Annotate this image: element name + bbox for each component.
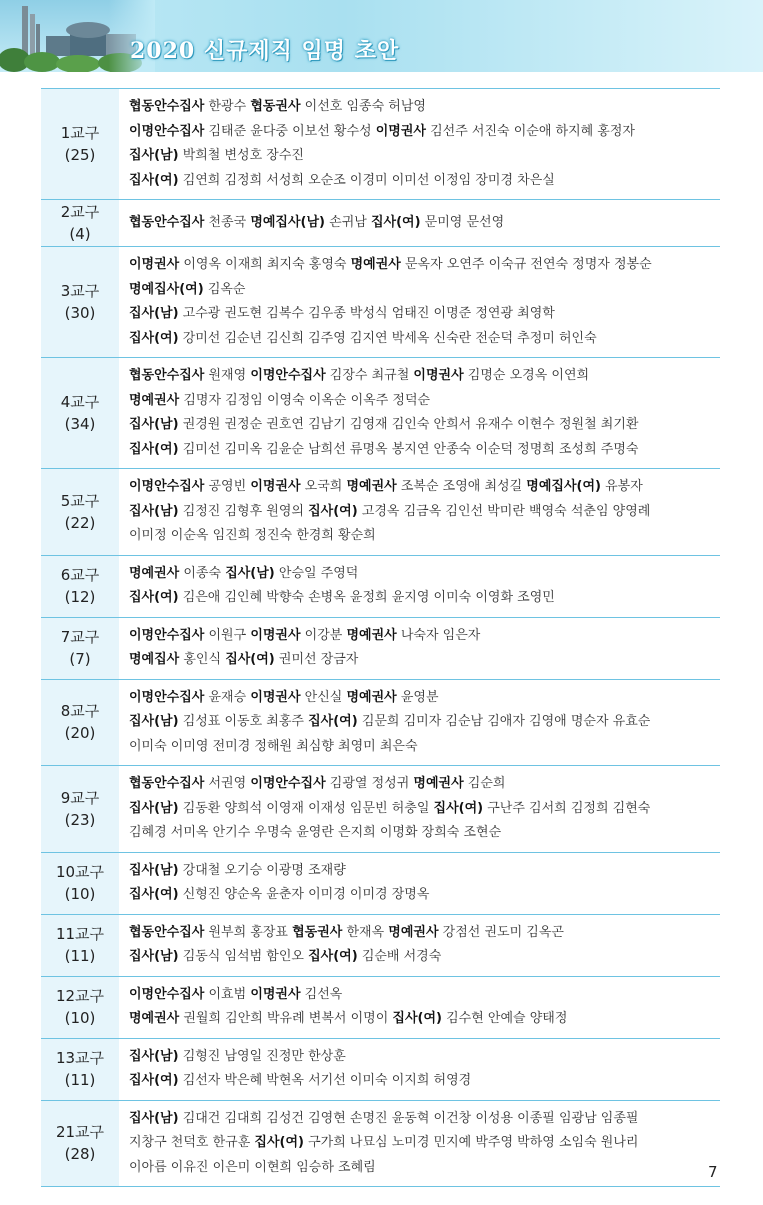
appointee-cell	[119, 89, 720, 200]
district-cell	[41, 469, 119, 556]
appointee-line	[129, 413, 720, 438]
appointee-names: 구가희 나묘심 노미경 민지예 박주영 박하영 소임숙 원나리	[303, 1135, 639, 1150]
position-title: 집사(남)	[129, 1048, 179, 1064]
appointee-line	[129, 253, 720, 278]
position-title: 명예권사	[346, 689, 397, 705]
appointee-names: 이미정 이순옥 임진희 정진숙 한경희 황순희	[129, 528, 376, 543]
position-title: 명예권사	[346, 479, 397, 494]
position-title: 집사(여)	[433, 800, 484, 816]
position-title: 집사(남)	[129, 862, 179, 878]
position-title: 집사(남)	[129, 417, 179, 432]
appointee-line	[129, 859, 720, 884]
position-title: 집사(남)	[129, 949, 179, 964]
district-row	[41, 200, 720, 247]
position-title: 집사(여)	[370, 214, 421, 230]
district-cell	[41, 1100, 119, 1187]
district-name: 10교구	[55, 863, 105, 881]
appointee-names: 구난주 김서희 김정희 김현숙	[483, 800, 651, 816]
position-title: 이명안수집사	[129, 123, 205, 139]
district-name: 7교구	[60, 628, 100, 646]
position-title: 집사(여)	[129, 330, 179, 346]
district-row	[41, 247, 720, 358]
appointee-names: 안승일 주영덕	[274, 565, 359, 581]
page-number: 7	[708, 1163, 718, 1181]
district-name: 12교구	[55, 987, 105, 1005]
district-count: (10)	[64, 1009, 96, 1027]
position-title: 이명안수집사	[129, 627, 205, 643]
position-title: 명예집사(남)	[250, 214, 325, 230]
appointee-line	[129, 169, 720, 194]
appointee-cell	[119, 1100, 720, 1187]
position-title: 집사(여)	[129, 441, 179, 457]
appointee-line	[129, 772, 720, 797]
appointee-names: 오국희	[300, 479, 347, 494]
district-row	[41, 89, 720, 200]
position-title: 집사(여)	[129, 1073, 179, 1088]
appointee-names: 김형진 남영일 진정만 한상훈	[178, 1048, 346, 1064]
appointee-line	[129, 821, 720, 846]
appointee-names: 문옥자 오연주 이숙규 전연숙 정명자 정봉순	[400, 257, 652, 272]
district-cell	[41, 914, 119, 976]
district-row	[41, 555, 720, 617]
position-title: 이명권사	[250, 986, 301, 1002]
district-cell	[41, 766, 119, 853]
district-name: 1교구	[60, 124, 100, 142]
position-title: 이명안수집사	[129, 479, 205, 494]
appointee-names: 김선주 서진숙 이순애 하지혜 홍정자	[425, 123, 635, 139]
appointee-line	[129, 945, 720, 970]
district-count: (12)	[64, 588, 96, 606]
district-cell	[41, 555, 119, 617]
appointee-line	[129, 1107, 720, 1132]
position-title: 명예집사(여)	[526, 479, 601, 494]
appointee-cell	[119, 1038, 720, 1100]
appointee-line	[129, 562, 720, 587]
district-cell	[41, 617, 119, 679]
district-row	[41, 852, 720, 914]
appointee-cell	[119, 914, 720, 976]
appointee-names: 박희철 변성호 장수진	[178, 148, 304, 163]
district-row	[41, 679, 720, 766]
district-name: 21교구	[55, 1123, 105, 1142]
district-count: (28)	[64, 1145, 96, 1164]
district-name: 13교구	[55, 1049, 105, 1067]
appointee-line	[129, 1045, 720, 1070]
appointee-cell	[119, 976, 720, 1038]
appointee-names: 윤재승	[204, 689, 251, 705]
district-cell	[41, 200, 119, 247]
district-name: 6교구	[60, 566, 100, 584]
position-title: 명예권사	[350, 257, 401, 272]
position-title: 명예권사	[346, 627, 397, 643]
position-title: 집사(남)	[129, 306, 179, 321]
district-count: (11)	[64, 1071, 96, 1089]
appointee-line	[129, 1069, 720, 1094]
position-title: 이명안수집사	[250, 776, 326, 791]
appointee-names: 김정진 김형후 원영의	[178, 503, 309, 519]
appointee-names: 김대건 김대희 김성건 김영현 손명진 윤동혁 이건창 이성용 이종필 임광남 임종필	[178, 1110, 639, 1126]
position-title: 명예집사	[129, 652, 180, 667]
position-title: 이명안수집사	[129, 689, 205, 705]
district-cell	[41, 89, 119, 200]
appointee-line	[129, 389, 720, 414]
appointee-names: 강미선 김순년 김신희 김주영 김지연 박세옥 신숙란 전순덕 추정미 허인숙	[178, 330, 597, 346]
district-cell	[41, 976, 119, 1038]
position-title: 집사(여)	[308, 949, 358, 964]
appointee-names: 고경옥 김금옥 김인선 박미란 백영숙 석춘임 양영례	[357, 503, 651, 519]
appointee-names: 신형진 양순옥 윤춘자 이미경 이미경 장명옥	[178, 887, 430, 902]
appointee-names: 김명순 오경옥 이연희	[463, 368, 590, 383]
appointee-line	[129, 624, 720, 649]
position-title: 협동안수집사	[129, 214, 205, 230]
position-title: 이명권사	[375, 123, 426, 139]
position-title: 이명권사	[413, 368, 464, 383]
appointee-names: 이영옥 이재희 최지숙 홍영숙	[179, 257, 351, 272]
appointee-cell	[119, 852, 720, 914]
district-count: (7)	[69, 650, 91, 668]
district-row	[41, 469, 720, 556]
appointee-names: 김연희 김정희 서성희 오순조 이경미 이미선 이정임 장미경 차은실	[178, 172, 555, 188]
appointee-line	[129, 797, 720, 822]
district-row	[41, 1038, 720, 1100]
appointee-names: 김미선 김미옥 김윤순 남희선 류명옥 봉지연 안종숙 이순덕 정명희 조성희 주명숙	[178, 441, 639, 457]
position-title: 집사(남)	[129, 800, 179, 816]
appointee-line	[129, 883, 720, 908]
appointee-line	[129, 144, 720, 169]
district-cell	[41, 358, 119, 469]
position-title: 이명권사	[250, 627, 301, 643]
position-title: 집사(여)	[129, 590, 179, 605]
district-count: (11)	[64, 947, 96, 965]
appointee-names: 문미영 문선영	[420, 214, 505, 230]
district-cell	[41, 1038, 119, 1100]
appointee-line	[129, 438, 720, 463]
position-title: 집사(여)	[308, 503, 358, 519]
position-title: 집사(남)	[225, 565, 275, 581]
district-name: 2교구	[60, 203, 100, 221]
appointee-cell	[119, 247, 720, 358]
district-row	[41, 976, 720, 1038]
position-title: 집사(여)	[225, 652, 275, 667]
position-title: 집사(남)	[129, 714, 179, 729]
district-row	[41, 358, 720, 469]
district-row	[41, 766, 720, 853]
district-name: 5교구	[60, 491, 100, 510]
appointee-names: 고수광 권도현 김복수 김우종 박성식 엄태진 이명준 정연광 최영학	[178, 306, 555, 321]
appointee-names: 김장수 최규철	[325, 368, 414, 383]
district-name: 3교구	[60, 282, 100, 300]
district-count: (25)	[64, 146, 96, 164]
position-title: 명예권사	[413, 776, 464, 791]
position-title: 집사(여)	[392, 1011, 442, 1026]
appointee-names: 김혜경 서미옥 안기수 우명숙 윤영란 은지희 이명화 장희숙 조현순	[129, 825, 502, 840]
position-title: 집사(여)	[308, 714, 358, 729]
position-title: 협동권사	[292, 924, 343, 940]
appointee-names: 안신실	[300, 689, 347, 705]
appointee-names: 김수현 안예슬 양태정	[441, 1011, 568, 1026]
appointee-line	[129, 648, 720, 673]
position-title: 집사(남)	[129, 503, 179, 519]
position-title: 이명권사	[129, 257, 180, 272]
appointee-line	[129, 1007, 720, 1032]
appointee-line	[129, 120, 720, 145]
district-count: (30)	[64, 304, 96, 322]
district-count: (22)	[64, 513, 96, 532]
district-row	[41, 1100, 720, 1187]
appointee-names: 유봉자	[600, 479, 643, 494]
appointee-names: 김동식 임석범 함인오	[178, 949, 309, 964]
appointee-names: 이선호 임종숙 허남영	[300, 99, 426, 114]
appointee-names: 권경원 권정순 권호연 김남기 김영재 김인숙 안희서 유재수 이현수 정원철 최기환	[178, 417, 639, 432]
appointee-names: 이아름 이유진 이은미 이현희 임승하 조혜림	[129, 1159, 376, 1175]
appointee-cell	[119, 358, 720, 469]
district-count: (23)	[64, 810, 96, 829]
appointee-line	[129, 211, 720, 236]
position-title: 명예권사	[129, 565, 180, 581]
appointee-line	[129, 95, 720, 120]
appointee-names: 나숙자 임은자	[396, 627, 481, 643]
position-title: 협동안수집사	[129, 368, 205, 383]
appointee-cell	[119, 617, 720, 679]
position-title: 명예권사	[129, 392, 180, 408]
appointee-line	[129, 586, 720, 611]
district-cell	[41, 247, 119, 358]
appointee-names: 김은애 김인혜 박향숙 손병옥 윤정희 윤지영 이미숙 이영화 조영민	[178, 590, 555, 605]
appointee-names: 김문희 김미자 김순남 김애자 김영애 명순자 유효순	[357, 714, 651, 729]
appointee-names: 원재영	[204, 368, 251, 383]
header-banner	[0, 0, 763, 72]
appointee-line	[129, 1131, 720, 1156]
appointee-line	[129, 364, 720, 389]
appointee-names: 김성표 이동호 최홍주	[178, 714, 309, 729]
position-title: 협동권사	[250, 99, 301, 114]
position-title: 집사(여)	[254, 1135, 304, 1150]
appointee-line	[129, 735, 720, 760]
appointee-names: 지창구 천덕호 한규훈	[129, 1135, 255, 1150]
district-cell	[41, 679, 119, 766]
appointee-names: 서권영	[204, 776, 251, 791]
district-count: (20)	[64, 724, 96, 743]
appointee-names: 강점선 권도미 김옥곤	[438, 924, 564, 940]
district-name: 8교구	[60, 702, 100, 721]
appointee-line	[129, 302, 720, 327]
appointee-cell	[119, 200, 720, 247]
appointee-cell	[119, 679, 720, 766]
position-title: 집사(남)	[129, 148, 179, 163]
appointee-names: 홍인식	[179, 652, 226, 667]
district-name: 9교구	[60, 788, 100, 807]
appointee-names: 한재옥	[342, 924, 389, 940]
position-title: 명예권사	[388, 924, 439, 940]
position-title: 집사(여)	[129, 887, 179, 902]
appointee-line	[129, 524, 720, 549]
position-title: 협동안수집사	[129, 924, 205, 940]
appointee-names: 공영빈	[204, 479, 251, 494]
position-title: 협동안수집사	[129, 99, 205, 114]
position-title: 이명권사	[250, 689, 301, 705]
appointee-names: 이강분	[300, 627, 347, 643]
position-title: 집사(여)	[129, 172, 179, 188]
appointee-line	[129, 983, 720, 1008]
appointee-cell	[119, 469, 720, 556]
appointee-line	[129, 500, 720, 525]
appointee-line	[129, 475, 720, 500]
appointee-names: 김명자 김정임 이영숙 이옥순 이옥주 정덕순	[179, 392, 431, 408]
position-title: 협동안수집사	[129, 776, 205, 791]
position-title: 명예권사	[129, 1011, 180, 1026]
appointee-names: 윤영분	[396, 689, 439, 705]
position-title: 명예집사(여)	[129, 281, 204, 297]
appointee-names: 이효범	[204, 986, 251, 1002]
appointee-names: 김순희	[463, 776, 506, 791]
appointee-line	[129, 327, 720, 352]
appointee-line	[129, 278, 720, 303]
appointee-names: 김선자 박은혜 박현옥 서기선 이미숙 이지희 허영경	[178, 1073, 472, 1088]
appointee-names: 한광수	[204, 99, 251, 114]
appointee-names: 김동환 양희석 이영재 이재성 임문빈 허충일	[178, 800, 434, 816]
appointee-cell	[119, 555, 720, 617]
position-title: 이명안수집사	[250, 368, 326, 383]
position-title: 집사(남)	[129, 1110, 179, 1126]
appointee-cell	[119, 766, 720, 853]
appointee-names: 이미숙 이미영 전미경 정해원 최심향 최영미 최은숙	[129, 738, 418, 754]
appointment-table	[41, 88, 720, 1187]
appointee-line	[129, 1156, 720, 1181]
appointee-names: 이종숙	[179, 565, 226, 581]
district-count: (4)	[69, 225, 91, 243]
appointee-names: 권월희 김안희 박유례 변복서 이명이	[179, 1011, 393, 1026]
page-title: 2020 신규제직 임명 초안	[130, 38, 400, 64]
appointee-line	[129, 686, 720, 711]
appointee-names: 이원구	[204, 627, 251, 643]
appointee-names: 강대철 오기승 이광명 조재량	[178, 862, 346, 878]
district-cell	[41, 852, 119, 914]
appointee-names: 김광열 정성귀	[325, 776, 414, 791]
district-count: (10)	[64, 885, 96, 903]
appointee-names: 김선옥	[300, 986, 343, 1002]
appointment-table-wrap	[41, 88, 720, 1187]
appointee-names: 김순배 서경숙	[357, 949, 442, 964]
appointee-names: 조복순 조영애 최성길	[396, 479, 527, 494]
appointee-names: 천종국	[204, 214, 251, 230]
appointee-names: 권미선 장금자	[274, 652, 359, 667]
appointee-names: 손귀남	[325, 214, 371, 230]
position-title: 이명안수집사	[129, 986, 205, 1002]
position-title: 이명권사	[250, 479, 301, 494]
district-row	[41, 914, 720, 976]
appointee-names: 원부희 홍장표	[204, 924, 293, 940]
appointee-line	[129, 710, 720, 735]
appointee-names: 김옥순	[203, 281, 246, 297]
district-name: 4교구	[60, 393, 100, 411]
appointee-line	[129, 921, 720, 946]
district-row	[41, 617, 720, 679]
district-count: (34)	[64, 415, 96, 433]
district-name: 11교구	[55, 925, 105, 943]
appointee-names: 김태준 윤다중 이보선 황수성	[204, 123, 376, 139]
